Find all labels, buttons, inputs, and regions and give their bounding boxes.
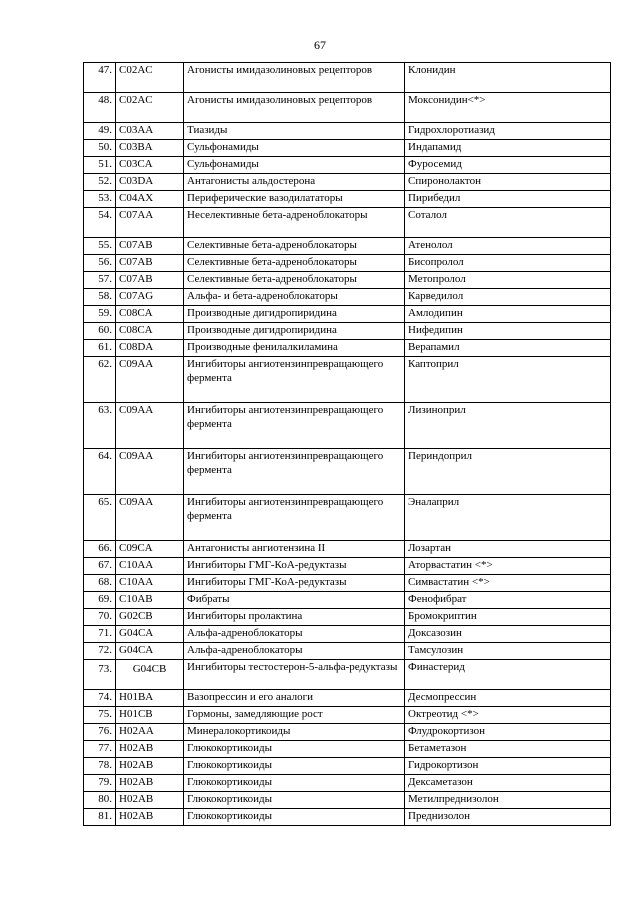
table-row [84,792,611,809]
drug-name: Эналаприл [405,495,611,541]
drug-name: Верапамил [405,340,611,357]
drug-group: Ингибиторы ангиотензинпревращающего фермента [184,403,405,449]
row-number: 66. [84,541,116,558]
drug-group: Ингибиторы ГМГ-КоА-редуктазы [184,558,405,575]
atc-code: C07AG [116,289,184,306]
row-number: 78. [84,758,116,775]
drug-group: Глюкокортикоиды [184,792,405,809]
table-row [84,340,611,357]
row-number: 72. [84,643,116,660]
drug-group: Глюкокортикоиды [184,809,405,826]
table-row [84,741,611,758]
drug-name: Индапамид [405,140,611,157]
row-number: 60. [84,323,116,340]
row-number: 47. [84,63,116,93]
atc-code: C08CA [116,323,184,340]
row-number: 62. [84,357,116,403]
drug-name: Клонидин [405,63,611,93]
atc-code: C09AA [116,357,184,403]
drug-group: Производные фенилалкиламина [184,340,405,357]
row-number: 64. [84,449,116,495]
atc-code: G04CB [116,660,184,690]
row-number: 71. [84,626,116,643]
drug-name: Дексаметазон [405,775,611,792]
drug-group: Периферические вазодилататоры [184,191,405,208]
table-row [84,93,611,123]
drug-name: Каптоприл [405,357,611,403]
drug-group: Агонисты имидазолиновых рецепторов [184,63,405,93]
row-number: 63. [84,403,116,449]
drug-name: Пирибедил [405,191,611,208]
atc-code: C07AA [116,208,184,238]
atc-code: H02AB [116,792,184,809]
table-row [84,289,611,306]
drug-name: Бромокриптин [405,609,611,626]
row-number: 59. [84,306,116,323]
drug-name: Октреотид <*> [405,707,611,724]
atc-code: H02AA [116,724,184,741]
atc-code: C07AB [116,255,184,272]
table-row [84,660,611,690]
table-row [84,123,611,140]
row-number: 81. [84,809,116,826]
drug-name: Атенолол [405,238,611,255]
drug-name: Спиронолактон [405,174,611,191]
table-row [84,592,611,609]
drug-group: Вазопрессин и его аналоги [184,690,405,707]
drug-group: Ингибиторы ангиотензинпревращающего фермента [184,449,405,495]
table-row [84,323,611,340]
drug-name: Фенофибрат [405,592,611,609]
table-row [84,272,611,289]
drug-group: Глюкокортикоиды [184,741,405,758]
row-number: 75. [84,707,116,724]
table-body [84,63,611,826]
atc-code: C03BA [116,140,184,157]
atc-code: C08CA [116,306,184,323]
drug-group: Антагонисты альдостерона [184,174,405,191]
drug-name: Соталол [405,208,611,238]
table-row [84,495,611,541]
drug-name: Лизиноприл [405,403,611,449]
drug-group: Сульфонамиды [184,157,405,174]
drug-name: Десмопрессин [405,690,611,707]
drug-group: Ингибиторы ангиотензинпревращающего фермента [184,495,405,541]
atc-code: C09CA [116,541,184,558]
row-number: 52. [84,174,116,191]
drug-group: Минералокортикоиды [184,724,405,741]
drug-group: Ингибиторы тестостерон-5-альфа-редуктазы [184,660,405,690]
drug-group: Антагонисты ангиотензина II [184,541,405,558]
drug-name: Преднизолон [405,809,611,826]
drug-group: Селективные бета-адреноблокаторы [184,238,405,255]
atc-code: C09AA [116,495,184,541]
table-row [84,157,611,174]
table-row [84,357,611,403]
atc-code: H02AB [116,758,184,775]
drug-name: Лозартан [405,541,611,558]
row-number: 53. [84,191,116,208]
drug-group: Фибраты [184,592,405,609]
row-number: 61. [84,340,116,357]
drug-group: Альфа-адреноблокаторы [184,643,405,660]
drug-group: Ингибиторы ангиотензинпревращающего фермента [184,357,405,403]
atc-code: H02AB [116,809,184,826]
drug-name: Фуросемид [405,157,611,174]
drug-name: Флудрокортизон [405,724,611,741]
atc-code: C04AX [116,191,184,208]
table-row [84,626,611,643]
drug-group: Тиазиды [184,123,405,140]
row-number: 51. [84,157,116,174]
drug-name: Моксонидин<*> [405,93,611,123]
table-row [84,255,611,272]
atc-code: H02AB [116,775,184,792]
row-number: 76. [84,724,116,741]
drug-name: Бетаметазон [405,741,611,758]
row-number: 48. [84,93,116,123]
row-number: 49. [84,123,116,140]
table-row [84,449,611,495]
drug-group: Альфа-адреноблокаторы [184,626,405,643]
atc-code: C09AA [116,449,184,495]
row-number: 50. [84,140,116,157]
drug-name: Карведилол [405,289,611,306]
drug-group: Сульфонамиды [184,140,405,157]
table-row [84,690,611,707]
page-number: 67 [314,38,326,52]
atc-code: C03DA [116,174,184,191]
drug-group: Производные дигидропиридина [184,306,405,323]
table-row [84,140,611,157]
table-row [84,609,611,626]
row-number: 68. [84,575,116,592]
atc-code: C09AA [116,403,184,449]
row-number: 77. [84,741,116,758]
drug-name: Аторвастатин <*> [405,558,611,575]
drug-name: Тамсулозин [405,643,611,660]
row-number: 58. [84,289,116,306]
atc-code: C02AC [116,93,184,123]
drug-group: Альфа- и бета-адреноблокаторы [184,289,405,306]
atc-code: C08DA [116,340,184,357]
row-number: 54. [84,208,116,238]
row-number: 55. [84,238,116,255]
table-row [84,575,611,592]
table-row [84,775,611,792]
row-number: 73. [84,660,116,690]
table-row [84,238,611,255]
row-number: 69. [84,592,116,609]
table-row [84,558,611,575]
drug-group: Агонисты имидазолиновых рецепторов [184,93,405,123]
drug-group: Селективные бета-адреноблокаторы [184,272,405,289]
drug-name: Симвастатин <*> [405,575,611,592]
row-number: 79. [84,775,116,792]
drug-group: Неселективные бета-адреноблокаторы [184,208,405,238]
atc-code: C10AA [116,575,184,592]
drug-table [83,62,611,826]
table-row [84,63,611,93]
atc-code: C03CA [116,157,184,174]
atc-code: C07AB [116,238,184,255]
atc-code: C02AC [116,63,184,93]
atc-code: H01CB [116,707,184,724]
drug-group: Ингибиторы пролактина [184,609,405,626]
row-number: 65. [84,495,116,541]
drug-group: Производные дигидропиридина [184,323,405,340]
table-row [84,403,611,449]
row-number: 56. [84,255,116,272]
drug-group: Гормоны, замедляющие рост [184,707,405,724]
drug-name: Финастерид [405,660,611,690]
drug-name: Метилпреднизолон [405,792,611,809]
atc-code: H02AB [116,741,184,758]
table-row [84,643,611,660]
table-row [84,724,611,741]
table-row [84,174,611,191]
table-row [84,208,611,238]
table-row [84,809,611,826]
drug-group: Селективные бета-адреноблокаторы [184,255,405,272]
drug-name: Гидрокортизон [405,758,611,775]
drug-group: Глюкокортикоиды [184,775,405,792]
row-number: 70. [84,609,116,626]
row-number: 67. [84,558,116,575]
drug-name: Гидрохлоротиазид [405,123,611,140]
row-number: 80. [84,792,116,809]
row-number: 74. [84,690,116,707]
atc-code: G04CA [116,643,184,660]
table-row [84,758,611,775]
drug-name: Бисопролол [405,255,611,272]
drug-group: Глюкокортикоиды [184,758,405,775]
drug-name: Нифедипин [405,323,611,340]
atc-code: C03AA [116,123,184,140]
atc-code: C10AB [116,592,184,609]
table-row [84,707,611,724]
table-row [84,191,611,208]
table-row [84,306,611,323]
atc-code: C10AA [116,558,184,575]
atc-code: G04CA [116,626,184,643]
row-number: 57. [84,272,116,289]
atc-code: G02CB [116,609,184,626]
table-row [84,541,611,558]
atc-code: H01BA [116,690,184,707]
drug-name: Периндоприл [405,449,611,495]
drug-group: Ингибиторы ГМГ-КоА-редуктазы [184,575,405,592]
drug-name: Доксазозин [405,626,611,643]
drug-name: Метопролол [405,272,611,289]
drug-name: Амлодипин [405,306,611,323]
atc-code: C07AB [116,272,184,289]
